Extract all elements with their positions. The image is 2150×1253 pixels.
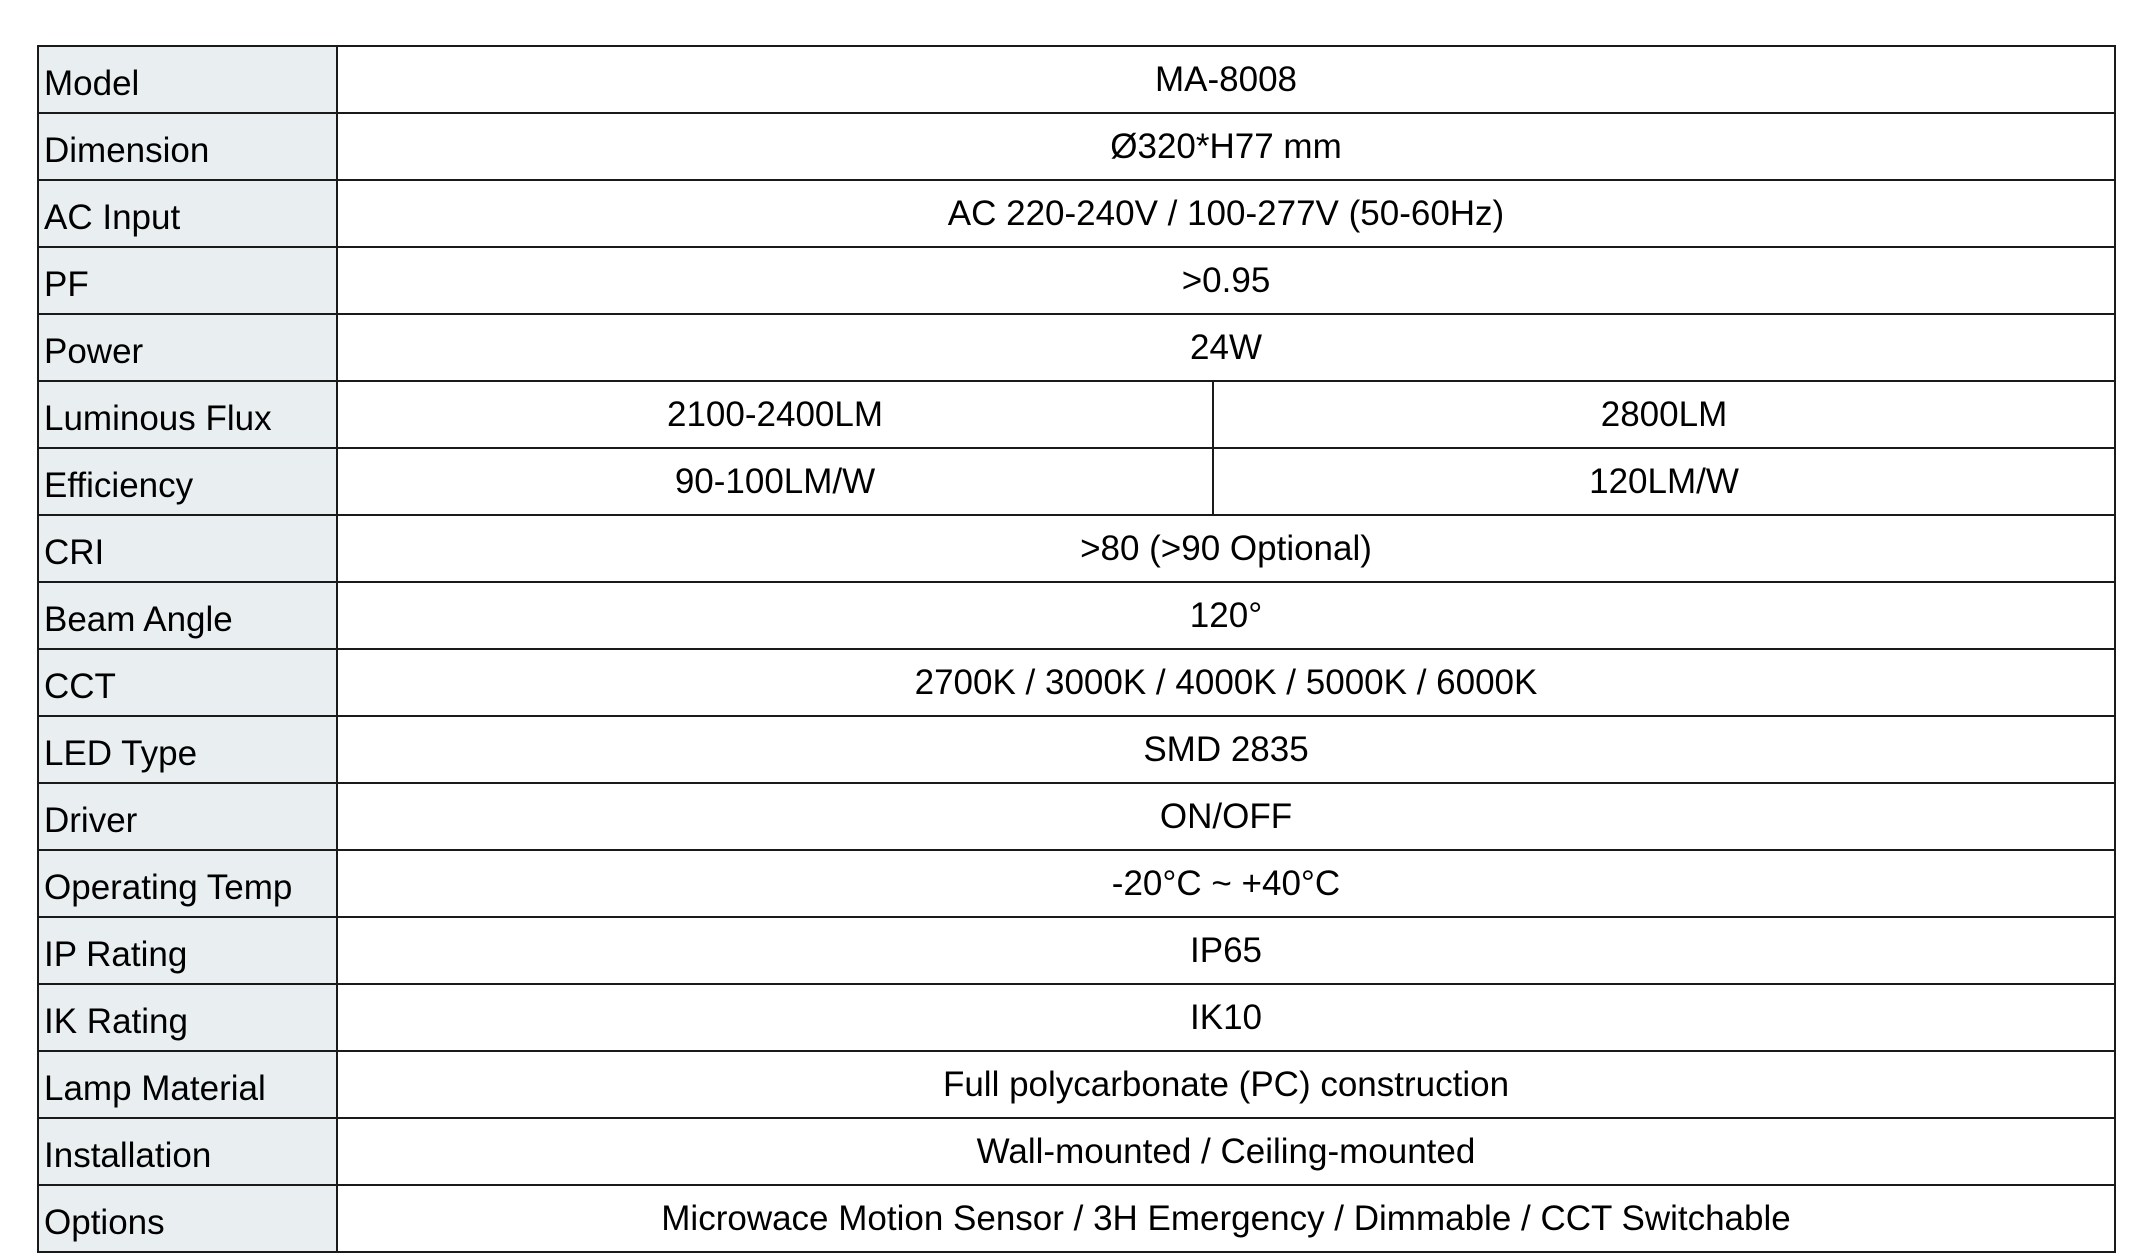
spec-value-dimension: Ø320*H77 mm [337, 113, 2115, 180]
spec-label-efficiency: Efficiency [38, 448, 337, 515]
spec-row-options [38, 1185, 2115, 1252]
spec-label-pf: PF [38, 247, 337, 314]
spec-row-ac-input [38, 180, 2115, 247]
spec-label-model: Model [38, 46, 337, 113]
spec-value-power: 24W [337, 314, 2115, 381]
spec-value-beam-angle: 120° [337, 582, 2115, 649]
spec-row-beam-angle [38, 582, 2115, 649]
spec-label-ip-rating: IP Rating [38, 917, 337, 984]
spec-label-beam-angle: Beam Angle [38, 582, 337, 649]
spec-value-lamp-material: Full polycarbonate (PC) construction [337, 1051, 2115, 1118]
spec-row-cri [38, 515, 2115, 582]
spec-value-efficiency-a: 90-100LM/W [337, 448, 1213, 515]
spec-label-options: Options [38, 1185, 337, 1252]
spec-value-led-type: SMD 2835 [337, 716, 2115, 783]
spec-label-driver: Driver [38, 783, 337, 850]
spec-row-led-type [38, 716, 2115, 783]
spec-value-model: MA-8008 [337, 46, 2115, 113]
spec-label-ik-rating: IK Rating [38, 984, 337, 1051]
spec-value-cct: 2700K / 3000K / 4000K / 5000K / 6000K [337, 649, 2115, 716]
spec-value-ac-input: AC 220-240V / 100-277V (50-60Hz) [337, 180, 2115, 247]
spec-label-dimension: Dimension [38, 113, 337, 180]
spec-row-lamp-material [38, 1051, 2115, 1118]
spec-value-efficiency-b: 120LM/W [1213, 448, 2115, 515]
spec-table [37, 45, 2116, 1253]
spec-row-driver [38, 783, 2115, 850]
spec-label-lamp-material: Lamp Material [38, 1051, 337, 1118]
spec-label-operating-temp: Operating Temp [38, 850, 337, 917]
spec-row-dimension [38, 113, 2115, 180]
spec-row-ip-rating [38, 917, 2115, 984]
spec-value-installation: Wall-mounted / Ceiling-mounted [337, 1118, 2115, 1185]
spec-value-ip-rating: IP65 [337, 917, 2115, 984]
spec-row-luminous-flux [38, 381, 2115, 448]
spec-row-efficiency [38, 448, 2115, 515]
spec-value-operating-temp: -20°C ~ +40°C [337, 850, 2115, 917]
spec-row-pf [38, 247, 2115, 314]
spec-row-ik-rating [38, 984, 2115, 1051]
spec-row-power [38, 314, 2115, 381]
spec-value-options: Microwace Motion Sensor / 3H Emergency / Dimmable / CCT Switchable [337, 1185, 2115, 1252]
spec-value-ik-rating: IK10 [337, 984, 2115, 1051]
spec-label-led-type: LED Type [38, 716, 337, 783]
spec-value-cri: >80 (>90 Optional) [337, 515, 2115, 582]
spec-value-luminous-flux-b: 2800LM [1213, 381, 2115, 448]
spec-value-pf: >0.95 [337, 247, 2115, 314]
spec-label-cct: CCT [38, 649, 337, 716]
spec-row-cct [38, 649, 2115, 716]
spec-row-installation [38, 1118, 2115, 1185]
spec-label-power: Power [38, 314, 337, 381]
spec-label-luminous-flux: Luminous Flux [38, 381, 337, 448]
spec-label-installation: Installation [38, 1118, 337, 1185]
spec-row-model [38, 46, 2115, 113]
spec-value-driver: ON/OFF [337, 783, 2115, 850]
spec-row-operating-temp [38, 850, 2115, 917]
spec-label-cri: CRI [38, 515, 337, 582]
spec-value-luminous-flux-a: 2100-2400LM [337, 381, 1213, 448]
spec-label-ac-input: AC Input [38, 180, 337, 247]
